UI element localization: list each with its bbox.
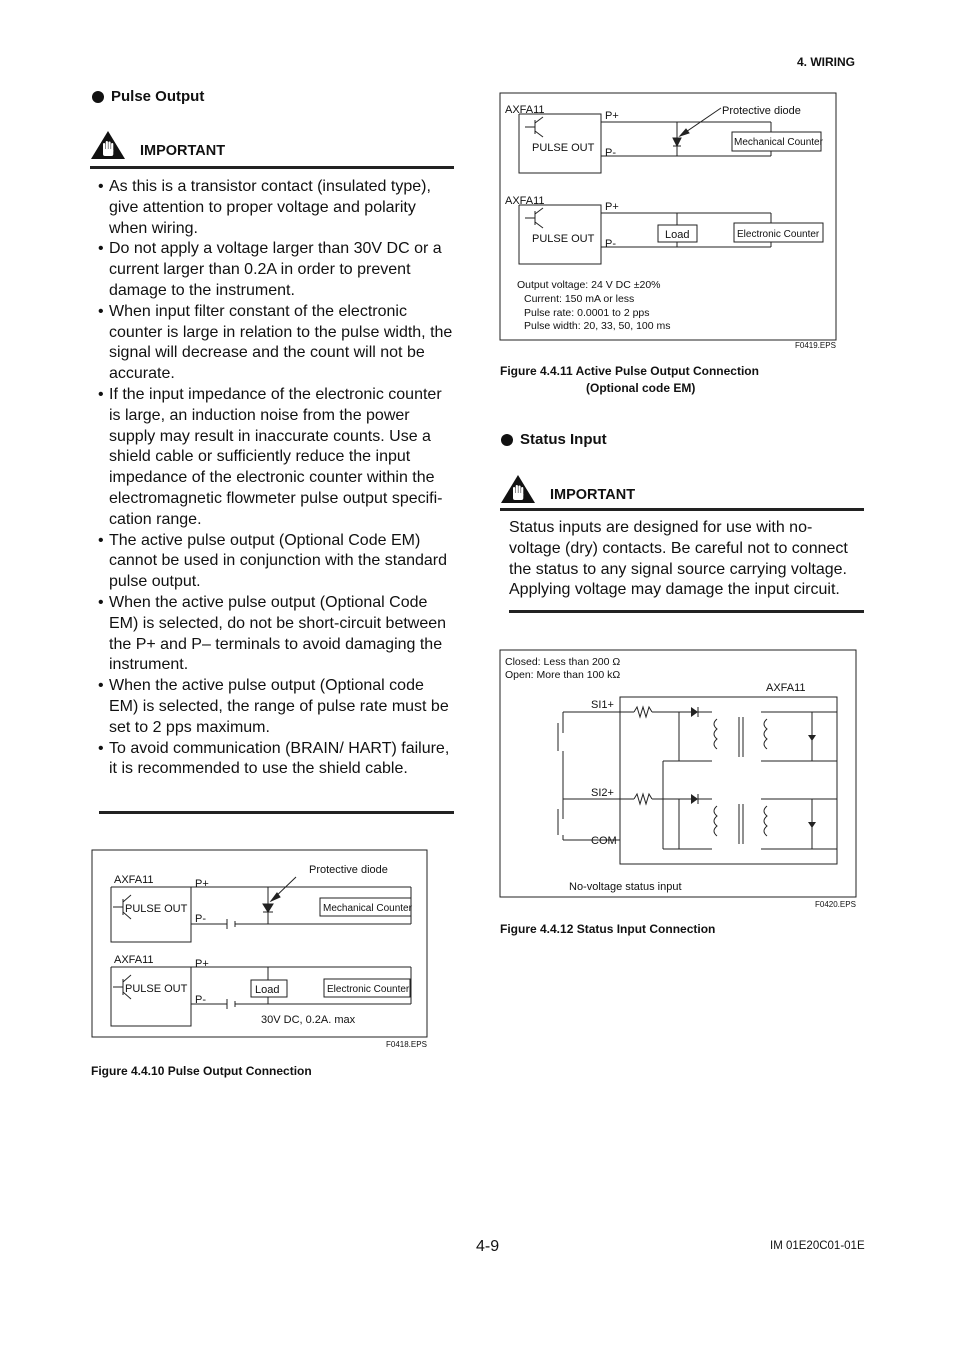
open-spec: Open: More than 100 kΩ [505,669,621,681]
protective-diode-label: Protective diode [309,864,388,876]
p-plus-label: P+ [605,110,619,122]
pulse-out-label: PULSE OUT [532,142,595,154]
protective-diode-label: Protective diode [722,105,801,117]
electronic-counter-label: Electronic Counter [737,229,820,240]
pulse-out-label: PULSE OUT [125,983,188,995]
p-minus-label: P- [605,147,616,159]
si1-label: SI1+ [591,699,614,711]
important-rule-top-1 [90,166,454,169]
pulse-output-title [92,88,204,105]
load-label: Load [665,229,690,241]
figure-4-4-10-caption: Figure 4.4.10 Pulse Output Connection [91,1064,312,1078]
figure-4-4-12-caption: Figure 4.4.12 Status Input Connection [500,922,716,936]
bullet-item: • When input filter constant of the electronic counter is large in relation to the pulse width, the signal will decrease and the count will not be accurate. [99,302,456,385]
important-rule-top-2 [500,508,864,511]
bullet-item: • When the active pulse output (Optional code EM) is selected, the range of pulse rate must be set to 2 pps maximum. [99,676,456,738]
spec-pulse-width: Pulse width: 20, 33, 50, 100 ms [524,320,671,332]
p-plus-label: P+ [195,958,209,970]
status-input-text: Status inputs are designed for use with no-voltage (dry) contacts. Be careful not to connect the status to any signal source carrying voltage. Applying voltage may damage the input circuit. [509,519,848,599]
figure-4-4-11-diagram [499,92,839,352]
axfa11-label: AXFA11 [505,104,545,116]
pulse-output-title-text: Pulse Output [111,88,205,105]
p-plus-label: P+ [605,201,619,213]
no-voltage-label: No-voltage status input [569,881,682,893]
pulse-out-label: PULSE OUT [532,233,595,245]
figure-file-label: F0419.EPS [795,341,836,350]
axfa11-label: AXFA11 [114,954,154,966]
supply-label: 30V DC, 0.2A. max [261,1014,356,1026]
mechanical-counter-label: Mechanical Counter [734,137,823,148]
section-header: 4. WIRING [797,55,856,69]
figure-4-4-11-caption-line2: (Optional code EM) [586,381,696,395]
important-rule-bottom-2 [509,610,864,613]
load-label: Load [255,984,280,996]
electronic-counter-label: Electronic Counter [327,984,410,995]
axfa11-label: AXFA11 [505,195,545,207]
bullet-item: • The active pulse output (Optional Code EM) cannot be used in conjunction with the standard pulse output. [99,531,456,593]
figure-file-label: F0420.EPS [815,900,856,909]
pulse-out-label: PULSE OUT [125,903,188,915]
warning-hand-icon [90,130,126,160]
pulse-output-bullets [99,177,456,780]
important-label-2: IMPORTANT [550,487,636,503]
figure-4-4-12-diagram [499,649,859,911]
bullet-icon [92,91,104,103]
bullet-item: • If the input impedance of the electronic counter is large, an induction noise from the power supply may result in inaccurate counts. Use a shield cable or sufficiently reduce the input impedance of the electronic counter within the electromagnetic flowmeter pulse output specifi-cation range. [99,385,456,531]
document-id: IM 01E20C01-01E [770,1240,865,1252]
figure-4-4-10-diagram [91,849,431,1049]
figure-4-4-11-caption: Figure 4.4.11 Active Pulse Output Connection [500,364,759,378]
bullet-item: • When the active pulse output (Optional Code EM) is selected, do not be short-circuit between the P+ and P– terminals to avoid damaging the instrument. [99,593,456,676]
p-minus-label: P- [195,913,206,925]
status-input-title [501,431,607,448]
p-minus-label: P- [195,994,206,1006]
figure-file-label: F0418.EPS [386,1040,427,1049]
spec-current: Current: 150 mA or less [524,293,635,305]
important-label-1: IMPORTANT [140,143,226,159]
spec-pulse-rate: Pulse rate: 0.0001 to 2 pps [524,307,650,319]
axfa11-label: AXFA11 [766,682,806,694]
page-number: 4-9 [476,1238,500,1255]
p-minus-label: P- [605,238,616,250]
mechanical-counter-label: Mechanical Counter [323,903,412,914]
important-rule-bottom-1 [99,811,454,814]
status-input-title-text: Status Input [520,431,607,448]
important-header-2 [500,474,635,504]
important-header-1 [90,130,225,160]
axfa11-label: AXFA11 [114,874,154,886]
bullet-item: • As this is a transistor contact (insulated type), give attention to proper voltage and polarity when wiring. [99,177,456,239]
warning-hand-icon [500,474,536,504]
closed-spec: Closed: Less than 200 Ω [505,656,621,668]
bullet-item: • To avoid communication (BRAIN/ HART) failure, it is recommended to use the shield cable. [99,739,456,781]
p-plus-label: P+ [195,878,209,890]
bullet-item: • Do not apply a voltage larger than 30V DC or a current larger than 0.2A in order to prevent damage to the instrument. [99,239,456,301]
si2-label: SI2+ [591,787,614,799]
com-label: COM [591,835,617,847]
bullet-icon [501,434,513,446]
spec-voltage: Output voltage: 24 V DC ±20% [517,279,661,291]
